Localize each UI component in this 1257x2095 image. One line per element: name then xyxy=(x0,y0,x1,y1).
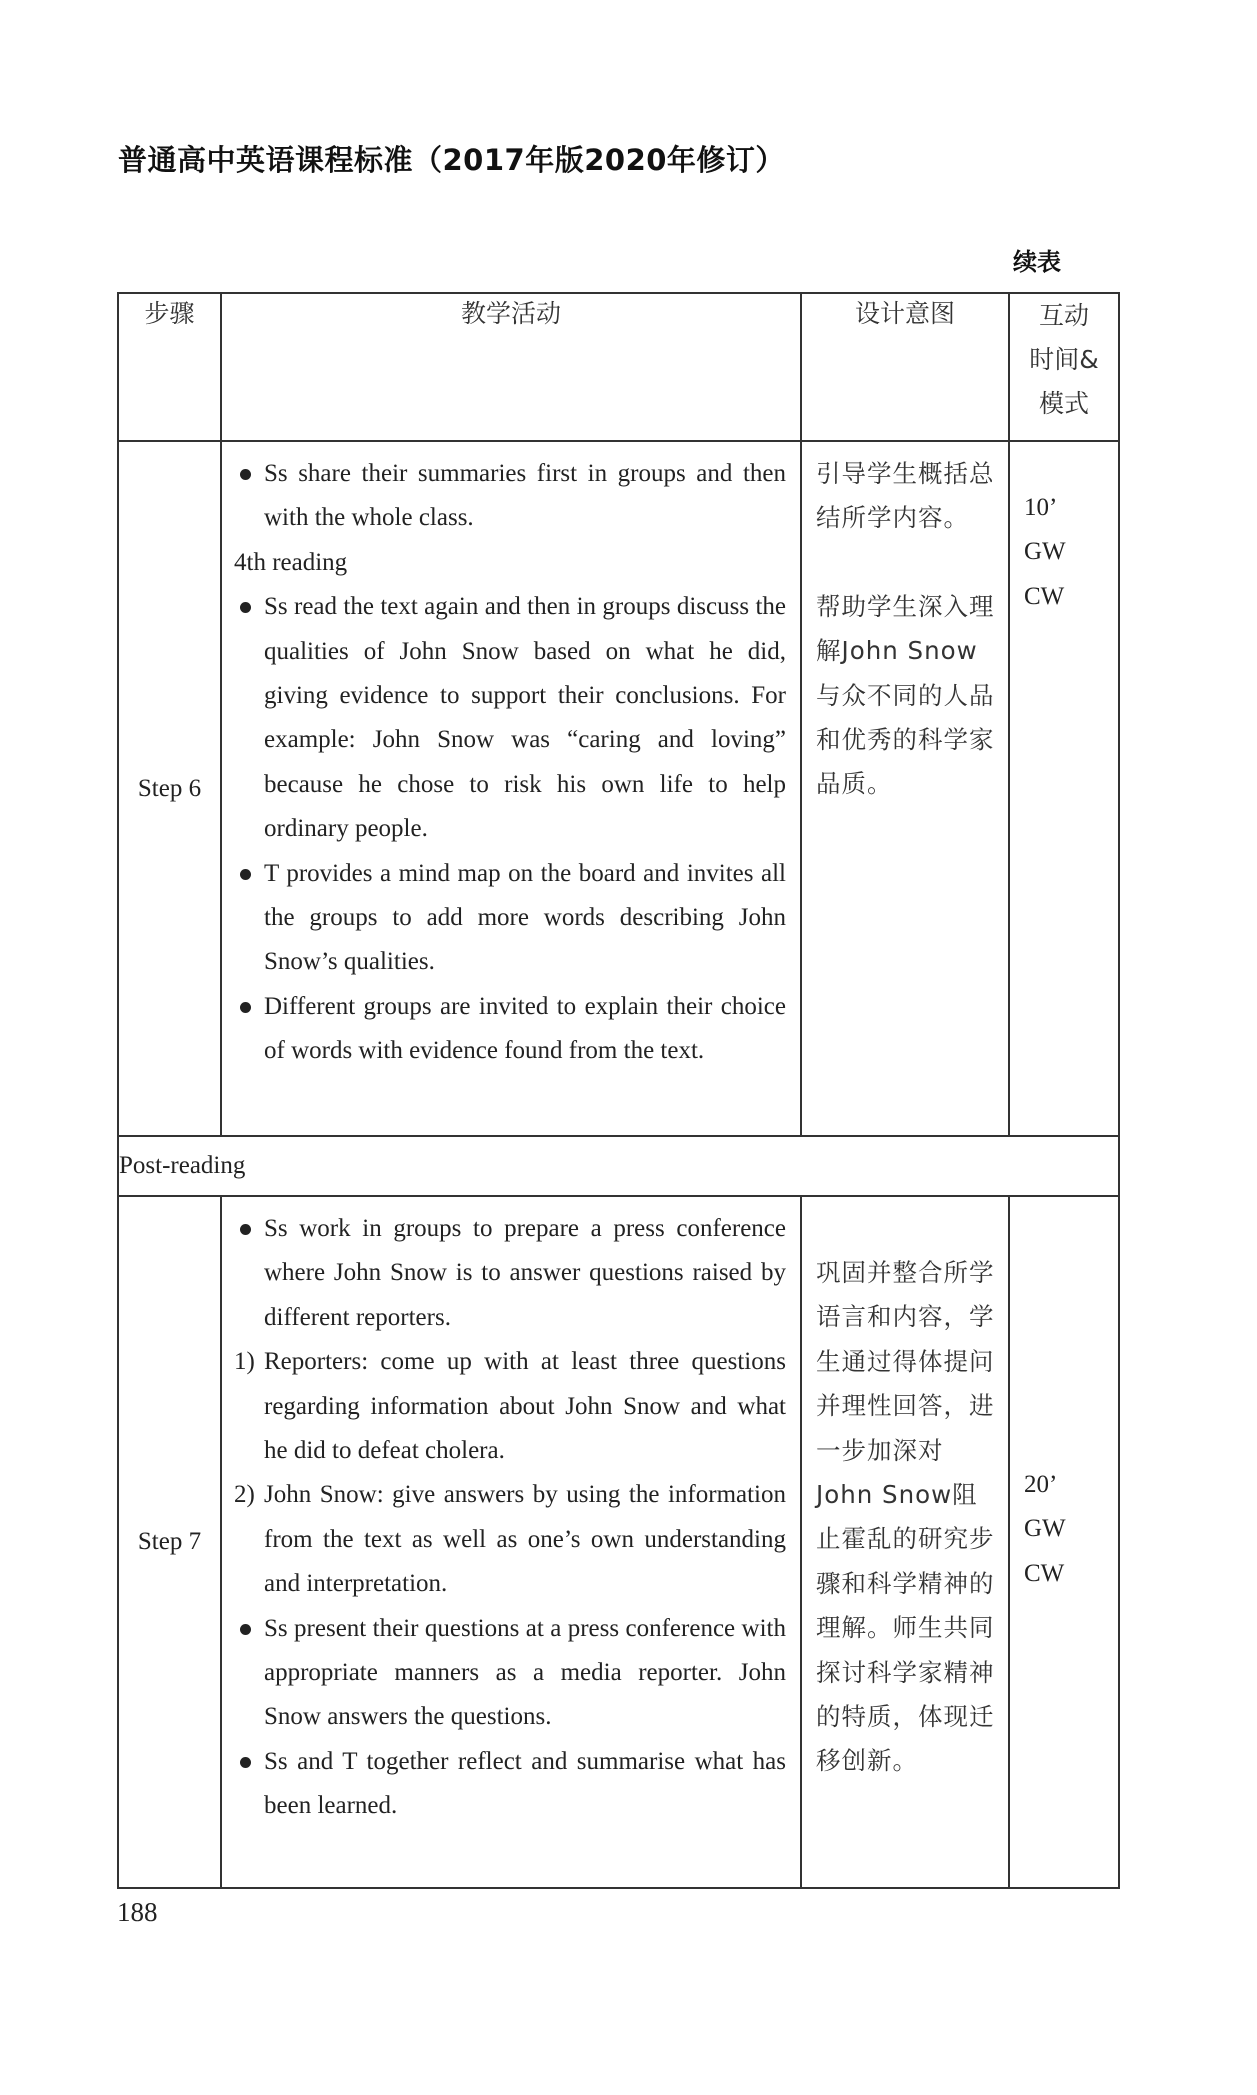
activity-subheading xyxy=(234,541,786,585)
running-header-title: 普通高中英语课程标准（2017年版2020年修订） xyxy=(118,143,785,177)
bullet-icon xyxy=(240,1224,251,1235)
bullet-icon xyxy=(240,469,251,480)
mode-value: CW xyxy=(1024,1559,1065,1587)
bullet-icon xyxy=(240,1002,251,1013)
activity-text: Different groups are invited to explain their choice of words with evidence found from the text. xyxy=(264,992,786,1065)
step-7-activities xyxy=(221,1196,801,1888)
activity-item xyxy=(234,1207,786,1340)
mode-header-line-1: 互动 xyxy=(1038,301,1089,330)
column-header-mode xyxy=(1009,293,1119,441)
step-6-activities xyxy=(221,441,801,1136)
activity-numbered-item xyxy=(234,1473,786,1606)
step-6-label: Step 6 xyxy=(118,441,221,1136)
table-header-row xyxy=(118,293,1119,441)
section-row-post-reading xyxy=(118,1136,1119,1196)
page-number: 188 xyxy=(117,1897,158,1927)
activity-item xyxy=(234,452,786,541)
intent-paragraph: 帮助学生深入理解John Snow与众不同的人品和优秀的科学家品质。 xyxy=(816,591,995,799)
activity-item xyxy=(234,852,786,985)
step-7-label: Step 7 xyxy=(118,1196,221,1888)
section-label: Post-reading xyxy=(118,1136,1119,1196)
bullet-icon xyxy=(240,1757,251,1768)
lesson-plan-table xyxy=(117,292,1120,1889)
step-7-intent xyxy=(801,1196,1009,1888)
mode-header-line-3: 模式 xyxy=(1038,389,1089,418)
item-number: 1) xyxy=(234,1348,255,1376)
table-row-step-7 xyxy=(118,1196,1119,1888)
column-header-step: 步骤 xyxy=(118,293,221,441)
activity-text: John Snow: give answers by using the information from the text as well as one’s own understanding and interpretation. xyxy=(264,1481,786,1598)
activity-text: Ss and T together reflect and summarise what has been learned. xyxy=(264,1747,786,1820)
step-6-mode xyxy=(1009,441,1119,1136)
activity-text: T provides a mind map on the board and invites all the groups to add more words describing John Snow’s qualities. xyxy=(264,859,786,976)
table-row-step-6 xyxy=(118,441,1119,1136)
activity-item xyxy=(234,985,786,1074)
step-7-mode xyxy=(1009,1196,1119,1888)
activity-text: Ss work in groups to prepare a press conference where John Snow is to answer questions raised by different reporters. xyxy=(264,1215,786,1331)
activity-text: Ss present their questions at a press conference with appropriate manners as a media reporter. John Snow answers the questions. xyxy=(264,1614,786,1731)
table-continued-label: 续表 xyxy=(1013,248,1061,276)
activity-text: 4th reading xyxy=(234,548,348,576)
activity-text: Ss share their summaries first in groups and then with the whole class. xyxy=(264,460,786,532)
time-value: 20’ xyxy=(1024,1471,1058,1498)
activity-item xyxy=(234,1740,786,1829)
intent-paragraph: 巩固并整合所学语言和内容，学生通过得体提问并理性回答，进一步加深对John Snow阻止霍乱的研究步骤和科学精神的理解。师生共同探讨科学家精神的特质，体现迁移创新。 xyxy=(816,1258,995,1776)
activity-numbered-item xyxy=(234,1340,786,1473)
mode-header-line-2: 时间& xyxy=(1029,345,1099,374)
bullet-icon xyxy=(240,602,251,613)
mode-value: GW xyxy=(1024,1515,1066,1543)
step-6-intent xyxy=(801,441,1009,1136)
column-header-intent: 设计意图 xyxy=(801,293,1009,441)
activity-text: Reporters: come up with at least three questions regarding information about John Snow and what he did to defeat cholera. xyxy=(264,1348,786,1465)
column-header-activity: 教学活动 xyxy=(221,293,801,441)
bullet-icon xyxy=(240,1624,251,1635)
mode-value: CW xyxy=(1024,582,1065,610)
activity-item xyxy=(234,1607,786,1740)
item-number: 2) xyxy=(234,1481,255,1509)
activity-item xyxy=(234,585,786,851)
intent-paragraph: 引导学生概括总结所学内容。 xyxy=(816,459,995,533)
mode-value: GW xyxy=(1024,538,1066,566)
bullet-icon xyxy=(240,869,251,880)
activity-text: Ss read the text again and then in groups discuss the qualities of John Snow based on what he did, giving evidence to support their conclusions. For example: John Snow was “caring and loving” because he chose to risk his own life to help ordinary people. xyxy=(264,593,786,843)
time-value: 10’ xyxy=(1024,494,1058,521)
